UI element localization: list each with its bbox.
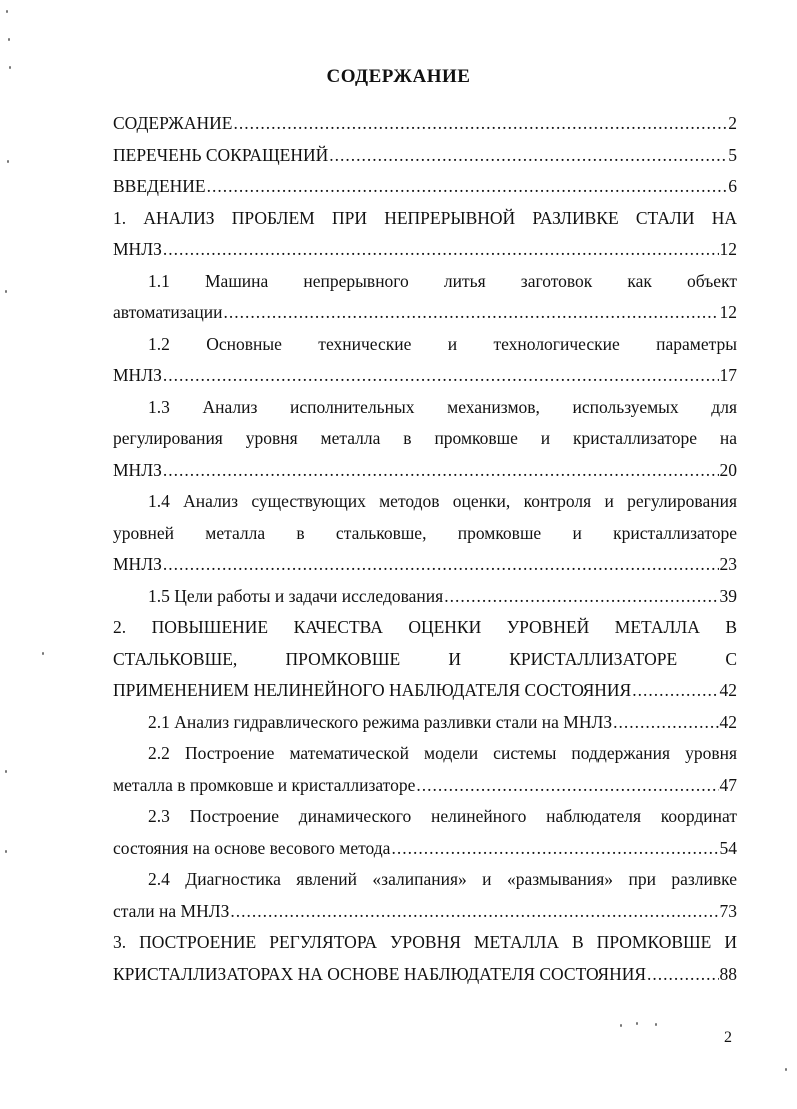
toc-entry-label: МНЛЗ — [113, 365, 162, 385]
toc-entry-label: МНЛЗ — [113, 239, 162, 259]
scan-speck — [7, 160, 9, 163]
leader-dots — [329, 140, 727, 172]
toc-page-number: 39 — [719, 585, 737, 606]
toc-entry-abbreviations — [113, 140, 737, 172]
toc-entry-1-4 — [113, 486, 737, 518]
toc-entry-2-3-cont — [113, 833, 737, 865]
toc-entry-chapter-3 — [113, 927, 737, 959]
toc-entry-label: 2.3 Построение динамического нелинейного наблюдателя координат — [148, 806, 737, 826]
toc-entry-chapter-1-cont — [113, 234, 737, 266]
toc-entry-1-1-cont — [113, 297, 737, 329]
leader-dots — [391, 833, 718, 865]
scan-speck — [5, 850, 7, 853]
toc-entry-label: 2.2 Построение математической модели системы поддержания уровня — [148, 743, 737, 763]
scan-speck — [8, 38, 10, 41]
leader-dots — [416, 770, 718, 802]
toc-entry-label: ПЕРЕЧЕНЬ СОКРАЩЕНИЙ — [113, 144, 329, 165]
toc-entry-label: 1.1 Машина непрерывного литья заготовок как объект — [148, 270, 737, 291]
scan-speck — [655, 1023, 657, 1026]
toc-entry-label: КРИСТАЛЛИЗАТОРАХ НА ОСНОВЕ НАБЛЮДАТЕЛЯ СОСТОЯНИЯ — [113, 963, 647, 984]
toc-entry-label: СТАЛЬКОВШЕ, ПРОМКОВШЕ И КРИСТАЛЛИЗАТОРЕ С — [113, 648, 737, 669]
toc-page-number: 12 — [719, 239, 737, 259]
leader-dots — [613, 707, 718, 739]
scan-speck — [785, 1068, 787, 1071]
scan-speck — [42, 652, 44, 655]
scan-speck — [5, 290, 7, 293]
scan-speck — [9, 66, 11, 69]
toc-entry-1-4-cont — [113, 518, 737, 550]
toc-entry-chapter-1 — [113, 203, 737, 235]
toc-entry-label: 1.4 Анализ существующих методов оценки, контроля и регулирования — [148, 491, 737, 511]
toc-entry-label: ПРИМЕНЕНИЕМ НЕЛИНЕЙНОГО НАБЛЮДАТЕЛЯ СОСТОЯНИЯ — [113, 680, 632, 700]
toc-entry-1-3-cont — [113, 423, 737, 455]
leader-dots — [163, 455, 719, 487]
toc-entry-label: 2.1 Анализ гидравлического режима разливки стали на МНЛЗ — [148, 711, 613, 732]
toc-entry-2-4 — [113, 864, 737, 896]
page-title: СОДЕРЖАНИЕ — [326, 66, 471, 87]
toc-entry-label: 3. ПОСТРОЕНИЕ РЕГУЛЯТОРА УРОВНЯ МЕТАЛЛА В ПРОМКОВШЕ И — [113, 932, 737, 952]
leader-dots — [163, 234, 719, 266]
toc-page-number: 6 — [728, 176, 737, 196]
leader-dots — [647, 959, 718, 991]
toc-page-number: 73 — [719, 900, 737, 921]
toc-page-number: 2 — [728, 113, 737, 133]
page-number: 2 — [724, 1029, 732, 1046]
leader-dots — [163, 549, 719, 581]
toc-page-number: 12 — [719, 302, 737, 322]
scan-speck — [620, 1024, 622, 1027]
scan-speck — [6, 10, 8, 13]
toc-entry-label: металла в промковше и кристаллизаторе — [113, 774, 416, 795]
toc-entry-introduction — [113, 171, 737, 203]
toc-entry-label: 1.5 Цели работы и задачи исследования — [148, 585, 444, 606]
toc-entry-chapter-3-cont — [113, 959, 737, 991]
toc-entry-label: МНЛЗ — [113, 554, 162, 574]
toc-entry-label: 2.4 Диагностика явлений «залипания» и «размывания» при разливке — [148, 869, 737, 889]
toc-entry-2-2 — [113, 738, 737, 770]
toc-entry-1-3-cont2 — [113, 455, 737, 487]
leader-dots — [632, 675, 718, 707]
toc-page-number: 54 — [719, 837, 737, 858]
leader-dots — [224, 297, 719, 329]
toc-entry-1-5 — [113, 581, 737, 613]
leader-dots — [207, 171, 728, 203]
toc-entry-label: уровней металла в стальковше, промковше и кристаллизаторе — [113, 522, 737, 543]
table-of-contents — [113, 108, 737, 990]
toc-entry-chapter-2 — [113, 612, 737, 644]
toc-entry-label: СОДЕРЖАНИЕ — [113, 113, 233, 133]
toc-page-number: 42 — [719, 711, 737, 732]
toc-entry-1-2 — [113, 329, 737, 361]
leader-dots — [233, 108, 727, 140]
toc-entry-label: 2. ПОВЫШЕНИЕ КАЧЕСТВА ОЦЕНКИ УРОВНЕЙ МЕТАЛЛА В — [113, 617, 737, 637]
leader-dots — [163, 360, 719, 392]
toc-entry-2-1 — [113, 707, 737, 739]
leader-dots — [230, 896, 718, 928]
toc-entry-label: автоматизации — [113, 302, 223, 322]
toc-entry-2-2-cont — [113, 770, 737, 802]
toc-page-number: 20 — [719, 459, 737, 480]
toc-entry-label: состояния на основе весового метода — [113, 837, 391, 858]
toc-entry-label: МНЛЗ — [113, 459, 162, 480]
toc-entry-contents — [113, 108, 737, 140]
toc-page-number: 88 — [719, 963, 737, 984]
toc-entry-label: 1.2 Основные технические и технологические параметры — [148, 333, 737, 354]
toc-entry-2-4-cont — [113, 896, 737, 928]
toc-page-number: 23 — [719, 554, 737, 574]
toc-entry-chapter-2-cont2 — [113, 675, 737, 707]
toc-entry-chapter-2-cont — [113, 644, 737, 676]
toc-entry-label: 1. АНАЛИЗ ПРОБЛЕМ ПРИ НЕПРЕРЫВНОЙ РАЗЛИВКЕ СТАЛИ НА — [113, 207, 737, 228]
toc-page-number: 17 — [719, 365, 737, 385]
toc-page-number: 47 — [719, 774, 737, 795]
toc-entry-1-3 — [113, 392, 737, 424]
toc-entry-1-2-cont — [113, 360, 737, 392]
toc-entry-1-4-cont2 — [113, 549, 737, 581]
toc-entry-label: ВВЕДЕНИЕ — [113, 176, 206, 196]
toc-entry-label: регулирования уровня металла в промковше и кристаллизаторе на — [113, 428, 737, 448]
leader-dots — [444, 581, 718, 613]
scan-speck — [5, 770, 7, 773]
toc-entry-label: 1.3 Анализ исполнительных механизмов, используемых для — [148, 396, 737, 417]
toc-entry-label: стали на МНЛЗ — [113, 900, 230, 921]
scan-speck — [636, 1022, 638, 1025]
toc-page-number: 42 — [719, 680, 737, 700]
toc-page-number: 5 — [728, 144, 737, 165]
toc-entry-1-1 — [113, 266, 737, 298]
toc-entry-2-3 — [113, 801, 737, 833]
